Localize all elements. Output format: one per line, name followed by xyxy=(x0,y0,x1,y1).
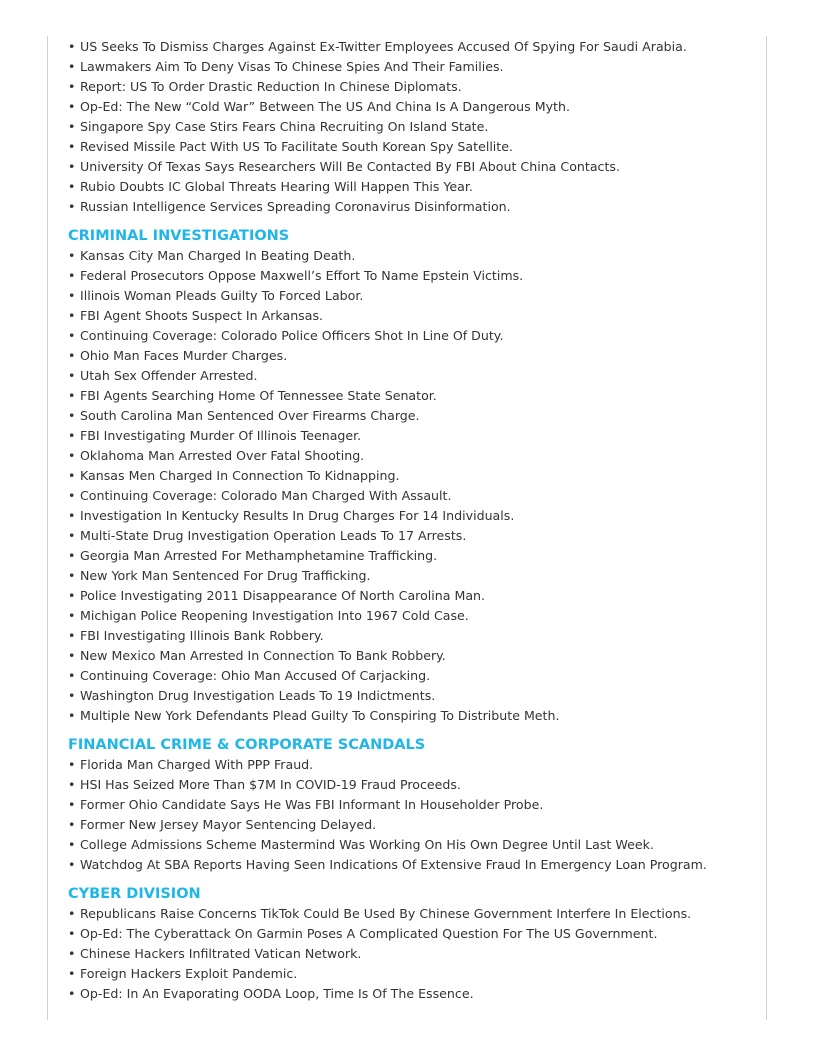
headline-item[interactable] xyxy=(68,266,758,286)
headline-item[interactable] xyxy=(68,526,758,546)
headline-item[interactable] xyxy=(68,855,758,875)
headline-item[interactable] xyxy=(68,346,758,366)
news-section xyxy=(68,226,758,726)
bullet-icon: • xyxy=(68,288,76,303)
bullet-icon: • xyxy=(68,528,76,543)
bullet-icon: • xyxy=(68,708,76,723)
headline-text[interactable]: Ohio Man Faces Murder Charges. xyxy=(80,348,288,363)
bullet-icon: • xyxy=(68,508,76,523)
bullet-icon: • xyxy=(68,628,76,643)
headline-text[interactable]: FBI Agent Shoots Suspect In Arkansas. xyxy=(80,308,324,323)
headline-text[interactable]: Continuing Coverage: Ohio Man Accused Of Carjacking. xyxy=(80,668,431,683)
bullet-icon: • xyxy=(68,568,76,583)
headline-text[interactable]: Multi-State Drug Investigation Operation Leads To 17 Arrests. xyxy=(80,528,467,543)
headline-list xyxy=(68,904,758,1004)
headline-text[interactable]: FBI Investigating Murder Of Illinois Teenager. xyxy=(80,428,362,443)
bullet-icon: • xyxy=(68,488,76,503)
headline-text[interactable]: University Of Texas Says Researchers Will Be Contacted By FBI About China Contacts. xyxy=(80,159,620,174)
bullet-icon: • xyxy=(68,797,76,812)
headline-text[interactable]: South Carolina Man Sentenced Over Firearms Charge. xyxy=(80,408,420,423)
bullet-icon: • xyxy=(68,99,76,114)
headline-text[interactable]: Continuing Coverage: Colorado Police Officers Shot In Line Of Duty. xyxy=(80,328,504,343)
section-heading: CYBER DIVISION xyxy=(68,886,201,902)
headline-item[interactable] xyxy=(68,97,758,117)
headline-text[interactable]: Investigation In Kentucky Results In Drug Charges For 14 Individuals. xyxy=(80,508,515,523)
headline-text[interactable]: Florida Man Charged With PPP Fraud. xyxy=(80,757,314,772)
bullet-icon: • xyxy=(68,757,76,772)
bullet-icon: • xyxy=(68,159,76,174)
headline-text[interactable]: Republicans Raise Concerns TikTok Could Be Used By Chinese Government Interfere In Elections. xyxy=(80,906,692,921)
headline-item[interactable] xyxy=(68,586,758,606)
headline-text[interactable]: Continuing Coverage: Colorado Man Charged With Assault. xyxy=(80,488,452,503)
bullet-icon: • xyxy=(68,926,76,941)
headline-text[interactable]: Michigan Police Reopening Investigation Into 1967 Cold Case. xyxy=(80,608,469,623)
headline-item[interactable] xyxy=(68,246,758,266)
headline-text[interactable]: Former New Jersey Mayor Sentencing Delayed. xyxy=(80,817,377,832)
headline-text[interactable]: Revised Missile Pact With US To Facilitate South Korean Spy Satellite. xyxy=(80,139,513,154)
bullet-icon: • xyxy=(68,548,76,563)
headline-text[interactable]: HSI Has Seized More Than $7M In COVID-19 Fraud Proceeds. xyxy=(80,777,461,792)
headline-text[interactable]: Op-Ed: The Cyberattack On Garmin Poses A Complicated Question For The US Government. xyxy=(80,926,658,941)
bullet-icon: • xyxy=(68,59,76,74)
headline-item[interactable] xyxy=(68,57,758,77)
news-digest xyxy=(68,37,758,1004)
bullet-icon: • xyxy=(68,248,76,263)
headline-item[interactable] xyxy=(68,984,758,1004)
bullet-icon: • xyxy=(68,428,76,443)
bullet-icon: • xyxy=(68,79,76,94)
bullet-icon: • xyxy=(68,986,76,1001)
headline-text[interactable]: Former Ohio Candidate Says He Was FBI Informant In Householder Probe. xyxy=(80,797,544,812)
headline-item[interactable] xyxy=(68,686,758,706)
headline-item[interactable] xyxy=(68,964,758,984)
headline-item[interactable] xyxy=(68,606,758,626)
headline-item[interactable] xyxy=(68,924,758,944)
headline-item[interactable] xyxy=(68,446,758,466)
headline-text[interactable]: US Seeks To Dismiss Charges Against Ex-Twitter Employees Accused Of Spying For Saudi Arabia. xyxy=(80,39,687,54)
bullet-icon: • xyxy=(68,777,76,792)
news-section xyxy=(68,735,758,875)
headline-text[interactable]: Kansas Men Charged In Connection To Kidnapping. xyxy=(80,468,400,483)
headline-item[interactable] xyxy=(68,117,758,137)
headline-text[interactable]: Multiple New York Defendants Plead Guilty To Conspiring To Distribute Meth. xyxy=(80,708,560,723)
headline-item[interactable] xyxy=(68,775,758,795)
headline-item[interactable] xyxy=(68,386,758,406)
headline-item[interactable] xyxy=(68,486,758,506)
headline-text[interactable]: Kansas City Man Charged In Beating Death. xyxy=(80,248,356,263)
headline-list xyxy=(68,755,758,875)
bullet-icon: • xyxy=(68,179,76,194)
headline-text[interactable]: Police Investigating 2011 Disappearance Of North Carolina Man. xyxy=(80,588,486,603)
headline-item[interactable] xyxy=(68,546,758,566)
bullet-icon: • xyxy=(68,268,76,283)
headline-text[interactable]: Federal Prosecutors Oppose Maxwell’s Effort To Name Epstein Victims. xyxy=(80,268,524,283)
headline-item[interactable] xyxy=(68,306,758,326)
headline-item[interactable] xyxy=(68,197,758,217)
headline-text[interactable]: Russian Intelligence Services Spreading Coronavirus Disinformation. xyxy=(80,199,511,214)
bullet-icon: • xyxy=(68,857,76,872)
bullet-icon: • xyxy=(68,588,76,603)
headline-item[interactable] xyxy=(68,466,758,486)
bullet-icon: • xyxy=(68,817,76,832)
headline-text[interactable]: Lawmakers Aim To Deny Visas To Chinese Spies And Their Families. xyxy=(80,59,504,74)
headline-text[interactable]: Singapore Spy Case Stirs Fears China Recruiting On Island State. xyxy=(80,119,489,134)
headline-item[interactable] xyxy=(68,815,758,835)
headline-text[interactable]: Georgia Man Arrested For Methamphetamine Trafficking. xyxy=(80,548,438,563)
headline-text[interactable]: New York Man Sentenced For Drug Trafficking. xyxy=(80,568,371,583)
headline-item[interactable] xyxy=(68,706,758,726)
headline-item[interactable] xyxy=(68,326,758,346)
headline-item[interactable] xyxy=(68,157,758,177)
headline-item[interactable] xyxy=(68,944,758,964)
bullet-icon: • xyxy=(68,608,76,623)
bullet-icon: • xyxy=(68,906,76,921)
headline-item[interactable] xyxy=(68,177,758,197)
headline-item[interactable] xyxy=(68,426,758,446)
headline-item[interactable] xyxy=(68,646,758,666)
bullet-icon: • xyxy=(68,368,76,383)
headline-item[interactable] xyxy=(68,566,758,586)
headline-text[interactable]: College Admissions Scheme Mastermind Was Working On His Own Degree Until Last Week. xyxy=(80,837,654,852)
bullet-icon: • xyxy=(68,688,76,703)
headline-text[interactable]: Report: US To Order Drastic Reduction In Chinese Diplomats. xyxy=(80,79,462,94)
headline-text[interactable]: Oklahoma Man Arrested Over Fatal Shooting. xyxy=(80,448,365,463)
headline-item[interactable] xyxy=(68,37,758,57)
headline-item[interactable] xyxy=(68,755,758,775)
bullet-icon: • xyxy=(68,648,76,663)
headline-item[interactable] xyxy=(68,904,758,924)
headline-text[interactable]: New Mexico Man Arrested In Connection To Bank Robbery. xyxy=(80,648,446,663)
bullet-icon: • xyxy=(68,837,76,852)
headline-text[interactable]: Rubio Doubts IC Global Threats Hearing Will Happen This Year. xyxy=(80,179,473,194)
headline-text[interactable]: Illinois Woman Pleads Guilty To Forced Labor. xyxy=(80,288,364,303)
bullet-icon: • xyxy=(68,448,76,463)
headline-list xyxy=(68,37,758,217)
headline-item[interactable] xyxy=(68,506,758,526)
bullet-icon: • xyxy=(68,408,76,423)
headline-list xyxy=(68,246,758,726)
headline-item[interactable] xyxy=(68,795,758,815)
bullet-icon: • xyxy=(68,668,76,683)
bullet-icon: • xyxy=(68,388,76,403)
bullet-icon: • xyxy=(68,139,76,154)
headline-item[interactable] xyxy=(68,77,758,97)
bullet-icon: • xyxy=(68,328,76,343)
headline-text[interactable]: Chinese Hackers Infiltrated Vatican Network. xyxy=(80,946,362,961)
bullet-icon: • xyxy=(68,199,76,214)
bullet-icon: • xyxy=(68,468,76,483)
bullet-icon: • xyxy=(68,946,76,961)
bullet-icon: • xyxy=(68,119,76,134)
bullet-icon: • xyxy=(68,39,76,54)
headline-item[interactable] xyxy=(68,835,758,855)
headline-text[interactable]: Watchdog At SBA Reports Having Seen Indications Of Extensive Fraud In Emergency Loan Program. xyxy=(80,857,707,872)
bullet-icon: • xyxy=(68,966,76,981)
headline-item[interactable] xyxy=(68,366,758,386)
section-heading: CRIMINAL INVESTIGATIONS xyxy=(68,228,290,244)
headline-item[interactable] xyxy=(68,666,758,686)
section-heading: FINANCIAL CRIME & CORPORATE SCANDALS xyxy=(68,737,426,753)
headline-item[interactable] xyxy=(68,406,758,426)
bullet-icon: • xyxy=(68,308,76,323)
headline-text[interactable]: Op-Ed: The New “Cold War” Between The US And China Is A Dangerous Myth. xyxy=(80,99,570,114)
headline-text[interactable]: Op-Ed: In An Evaporating OODA Loop, Time Is Of The Essence. xyxy=(80,986,474,1001)
news-section xyxy=(68,884,758,1004)
headline-text[interactable]: Utah Sex Offender Arrested. xyxy=(80,368,258,383)
headline-text[interactable]: Foreign Hackers Exploit Pandemic. xyxy=(80,966,298,981)
headline-text[interactable]: FBI Investigating Illinois Bank Robbery. xyxy=(80,628,324,643)
headline-item[interactable] xyxy=(68,626,758,646)
headline-text[interactable]: FBI Agents Searching Home Of Tennessee State Senator. xyxy=(80,388,437,403)
bullet-icon: • xyxy=(68,348,76,363)
headline-item[interactable] xyxy=(68,137,758,157)
headline-text[interactable]: Washington Drug Investigation Leads To 19 Indictments. xyxy=(80,688,436,703)
headline-item[interactable] xyxy=(68,286,758,306)
news-section xyxy=(68,37,758,217)
